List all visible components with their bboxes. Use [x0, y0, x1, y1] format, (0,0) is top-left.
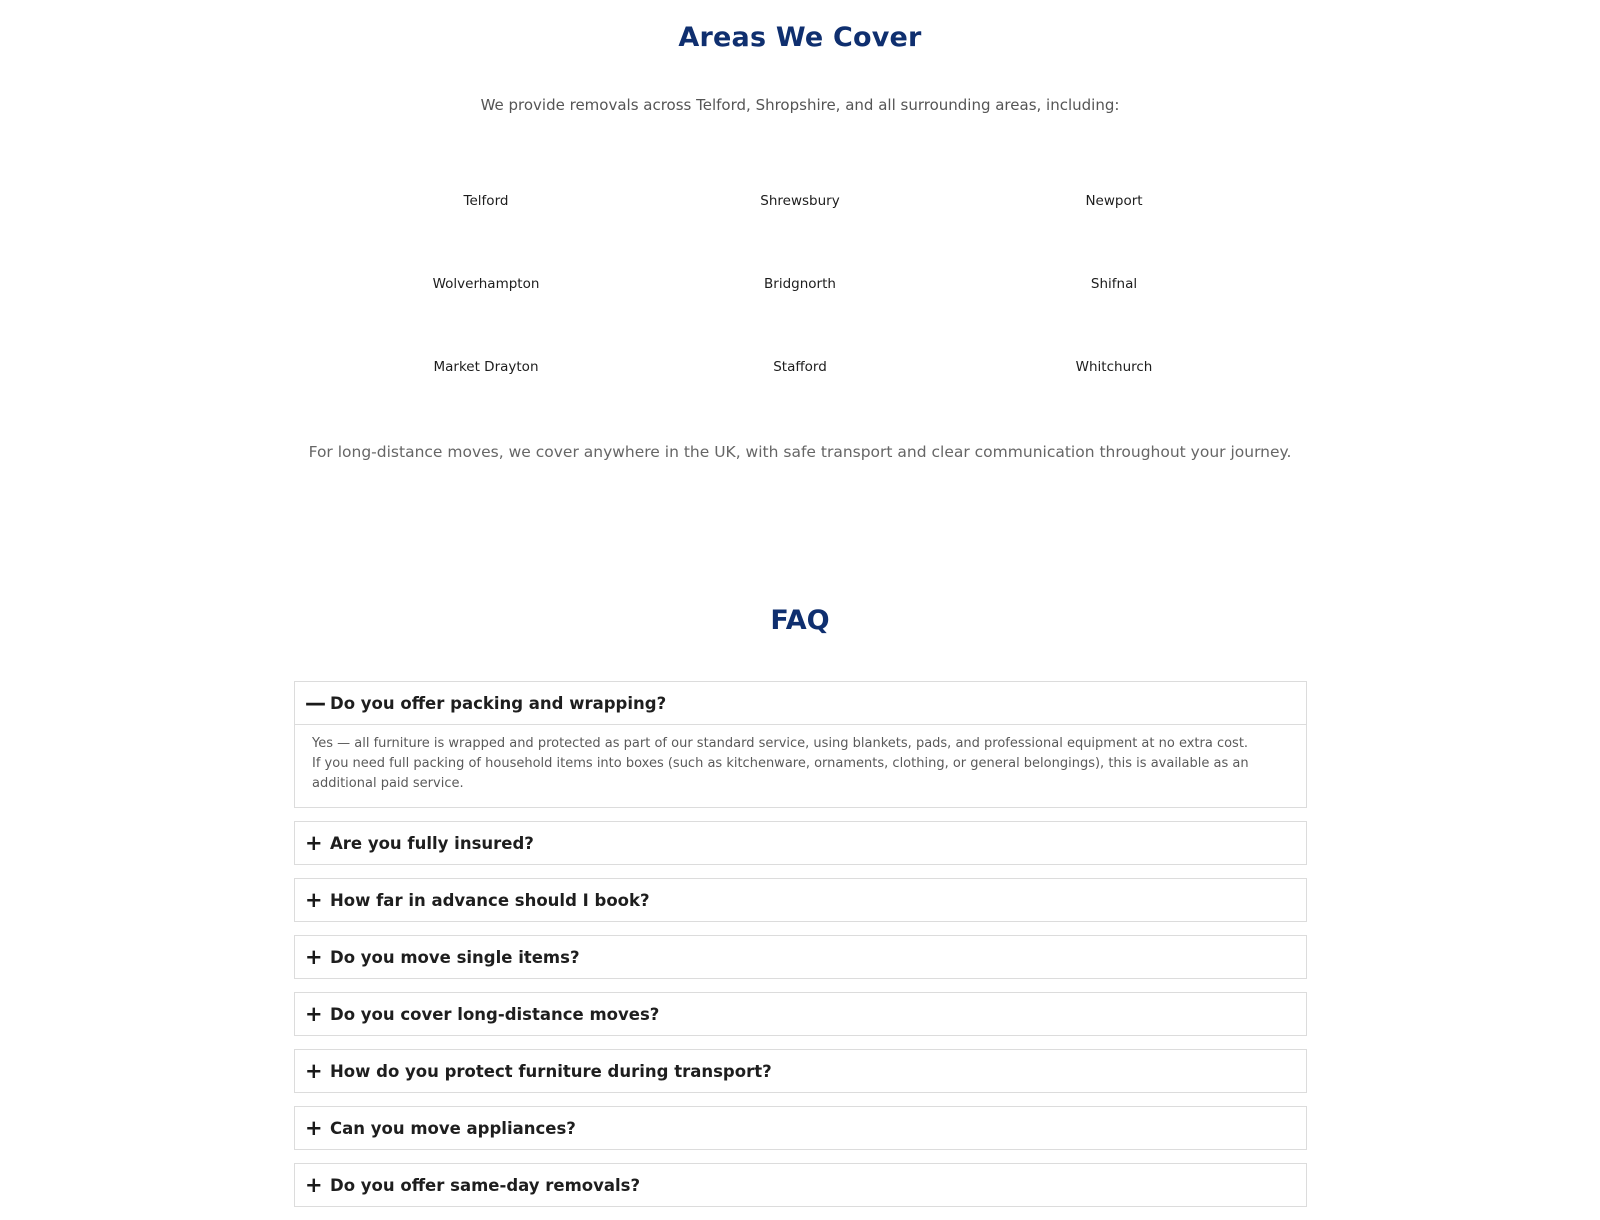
areas-outro-text: For long-distance moves, we cover anywhere in the UK, with safe transport and clear communication throughout your journey. [308, 443, 1292, 461]
area-item: Whitchurch [1075, 359, 1153, 375]
plus-icon: + [305, 830, 323, 855]
faq-question-text: Can you move appliances? [330, 1118, 576, 1138]
faq-answer-line: Yes — all furniture is wrapped and protected as part of our standard service, using blankets, pads, and professional equipment at no extra cost. [312, 736, 1249, 751]
faq-accordion [294, 681, 1307, 1220]
faq-item [294, 878, 1307, 922]
faq-question-text: Do you offer same-day removals? [330, 1175, 641, 1195]
area-item: Telford [463, 193, 509, 209]
faq-item [294, 935, 1307, 979]
plus-icon: + [305, 887, 323, 912]
areas-grid [329, 178, 1271, 427]
plus-icon: + [305, 944, 323, 969]
faq-section-title: FAQ [770, 605, 830, 636]
minus-icon: — [305, 690, 326, 715]
faq-question-text: Do you cover long-distance moves? [330, 1004, 660, 1024]
faq-question-toggle[interactable] [295, 822, 1306, 864]
faq-answer-line: If you need full packing of household items into boxes (such as kitchenware, ornaments, clothing, or general belongings), this is available as an [312, 756, 1249, 771]
faq-answer-line: additional paid service. [312, 776, 464, 791]
faq-question-text: Do you offer packing and wrapping? [330, 693, 667, 713]
faq-item [294, 1163, 1307, 1207]
faq-question-toggle[interactable] [295, 1050, 1306, 1092]
faq-question-text: Are you fully insured? [330, 833, 534, 853]
faq-question-toggle[interactable] [295, 993, 1306, 1035]
faq-answer [295, 725, 1306, 807]
faq-item [294, 681, 1307, 808]
faq-question-text: Do you move single items? [330, 947, 580, 967]
faq-item [294, 992, 1307, 1036]
area-item: Market Drayton [433, 359, 539, 375]
area-item: Shrewsbury [760, 193, 840, 209]
area-item: Stafford [773, 359, 827, 375]
faq-question-toggle[interactable] [295, 936, 1306, 978]
faq-question-text: How do you protect furniture during transport? [330, 1061, 772, 1081]
area-item: Shifnal [1090, 276, 1138, 292]
plus-icon: + [305, 1058, 323, 1083]
faq-item [294, 1049, 1307, 1093]
area-item: Bridgnorth [764, 276, 836, 292]
area-item: Newport [1085, 193, 1143, 209]
faq-question-toggle[interactable] [295, 682, 1306, 725]
plus-icon: + [305, 1001, 323, 1026]
plus-icon: + [305, 1172, 323, 1197]
faq-item [294, 821, 1307, 865]
areas-intro-text: We provide removals across Telford, Shropshire, and all surrounding areas, including: [480, 96, 1120, 114]
faq-item [294, 1106, 1307, 1150]
area-item: Wolverhampton [432, 276, 540, 292]
plus-icon: + [305, 1115, 323, 1140]
areas-section-title: Areas We Cover [678, 22, 922, 53]
faq-question-toggle[interactable] [295, 1107, 1306, 1149]
faq-question-text: How far in advance should I book? [330, 890, 650, 910]
faq-question-toggle[interactable] [295, 879, 1306, 921]
